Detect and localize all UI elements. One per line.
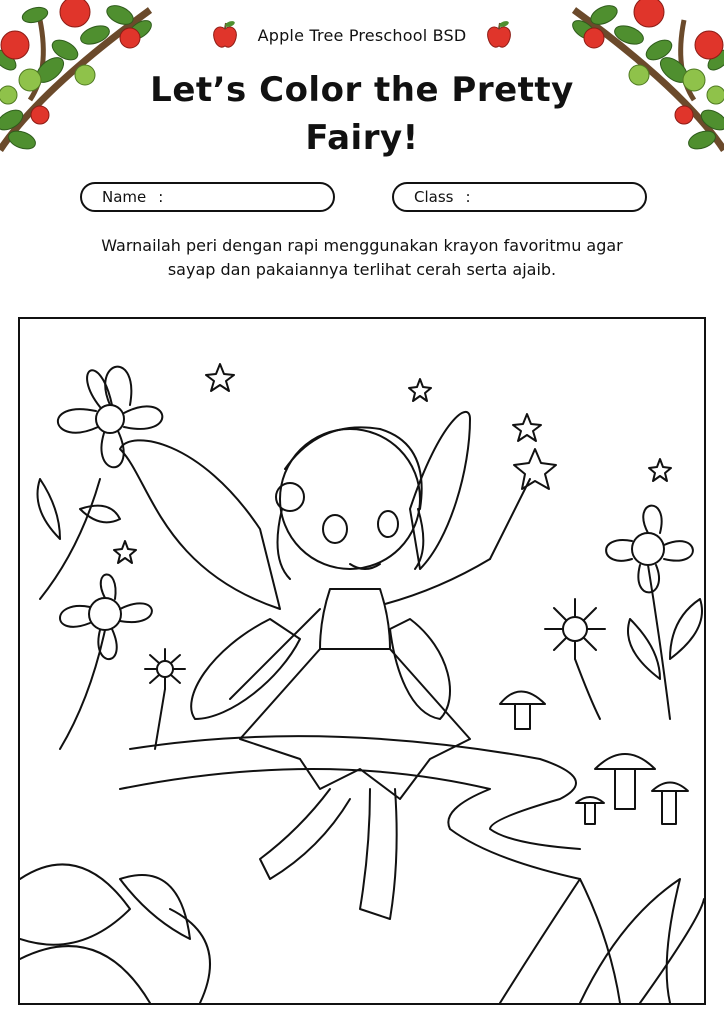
name-label: Name (102, 188, 147, 206)
fairy-figure (230, 427, 556, 919)
instructions (60, 234, 664, 282)
class-colon: : (465, 188, 471, 206)
flower-mid-left (60, 574, 152, 749)
title-line-1: Let’s Color the Pretty (150, 70, 574, 110)
title-line-2: Fairy! (305, 118, 419, 158)
flower-right (606, 506, 702, 719)
page-title (150, 66, 574, 162)
apple-icon (210, 20, 240, 50)
apple-icon (484, 20, 514, 50)
fairy-illustration (20, 319, 704, 1003)
coloring-picture[interactable] (18, 317, 706, 1005)
class-field[interactable] (392, 182, 647, 212)
name-colon: : (158, 188, 164, 206)
daisy-right (545, 599, 605, 719)
instructions-line-2: sayap dan pakaiannya terlihat cerah serta ajaib. (167, 260, 557, 279)
class-label: Class (414, 188, 454, 206)
daisy-small (145, 649, 185, 749)
flower-top-left (38, 367, 163, 599)
instructions-line-1: Warnailah peri dengan rapi menggunakan krayon favoritmu agar (101, 236, 623, 255)
school-name: Apple Tree Preschool BSD (257, 25, 467, 45)
name-field[interactable] (80, 182, 335, 212)
school-header (0, 20, 724, 50)
